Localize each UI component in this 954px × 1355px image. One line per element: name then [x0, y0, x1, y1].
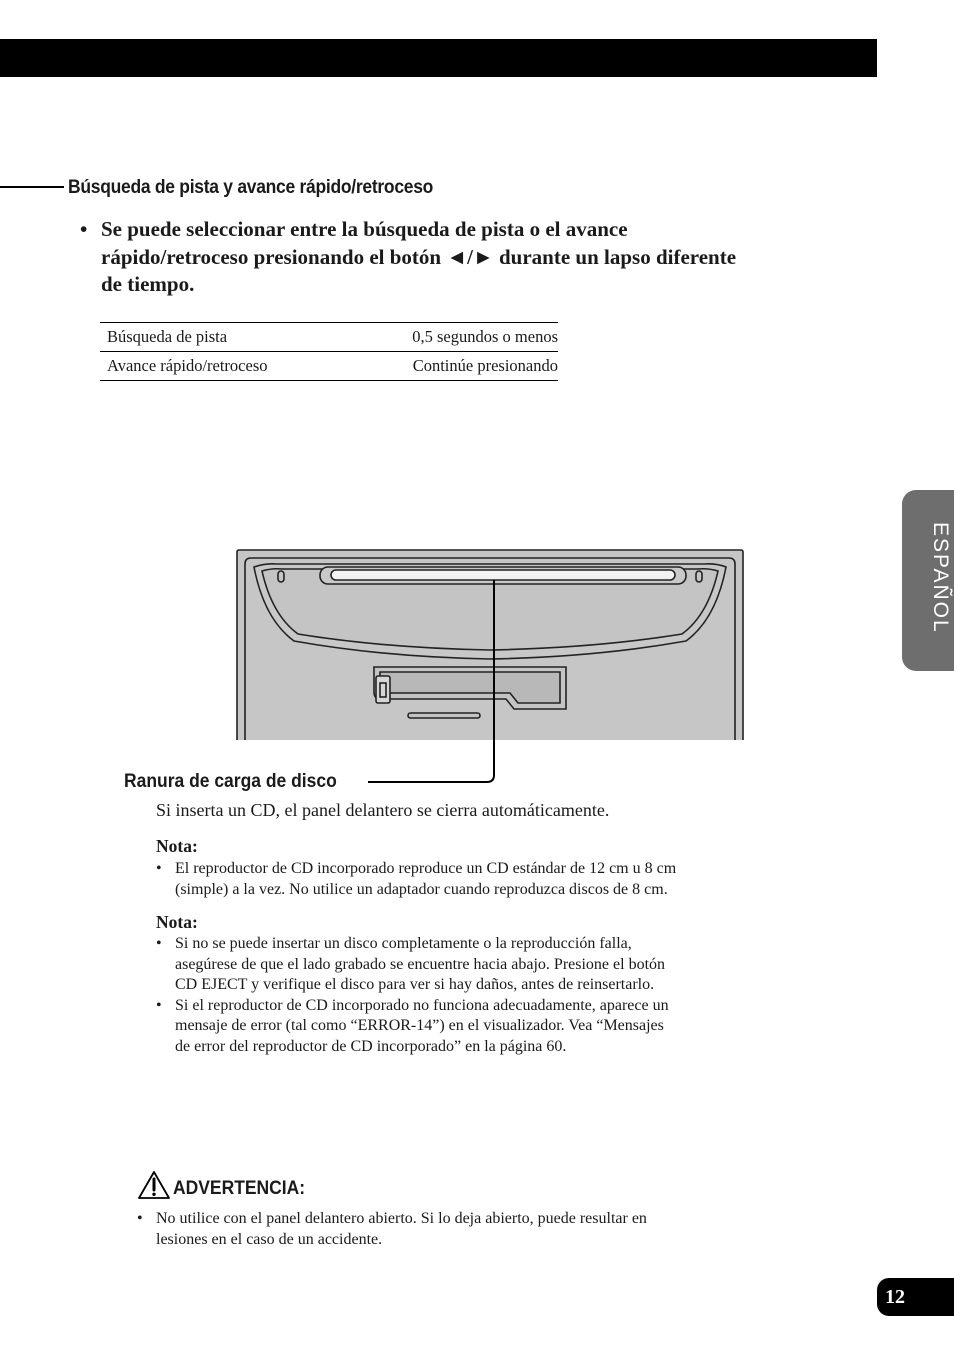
note-line: CD EJECT y verifique el disco para ver si hay daños, antes de reinsertarlo.	[175, 976, 655, 993]
front-panel	[237, 550, 743, 740]
table-cell-duration: Continúe presionando	[345, 352, 558, 381]
bullet-dot: •	[137, 1210, 143, 1227]
warning-item	[137, 1209, 737, 1250]
note-item	[156, 996, 756, 1058]
note-line: de error del reproductor de CD incorporado” en la página 60.	[175, 1037, 567, 1055]
warning-line: lesiones en el caso de un accidente.	[156, 1230, 383, 1248]
note-title: Nota:	[156, 836, 198, 856]
cd-panel-illustration	[236, 549, 744, 789]
warning-title: ADVERTENCIA:	[173, 1178, 306, 1199]
note-line: El reproductor de CD incorporado reproduce un CD estándar de 12 cm u 8 cm	[175, 860, 677, 877]
note-line: (simple) a la vez. No utilice un adaptador cuando reproduzca discos de 8 cm.	[175, 880, 668, 898]
table-row	[100, 352, 558, 381]
warning-icon	[137, 1170, 171, 1200]
intro-line: rápido/retroceso presionando el botón ◄/► durante un lapso diferente	[101, 244, 737, 269]
language-tab-label: ESPAÑOL	[929, 522, 952, 634]
bullet-dot: •	[80, 217, 88, 241]
warning-line: No utilice con el panel delantero abierto. Si lo deja abierto, puede resultar en	[156, 1210, 647, 1227]
page-number: 12	[877, 1278, 954, 1316]
intro-bullet-text	[101, 216, 801, 299]
disc-slot-label: Ranura de carga de disco	[124, 771, 337, 792]
table-cell-duration: 0,5 segundos o menos	[345, 323, 558, 352]
language-tab	[902, 490, 954, 671]
note-line: Si no se puede insertar un disco completamente o la reproducción falla,	[175, 935, 632, 952]
note-item	[156, 859, 756, 900]
bullet-dot: •	[156, 996, 162, 1014]
note-line: mensaje de error (tal como “ERROR-14”) en el visualizador. Vea “Mensajes	[175, 1017, 664, 1034]
search-mode-table	[100, 322, 558, 381]
table-cell-action: Búsqueda de pista	[100, 323, 345, 352]
note-line: asegúrese de que el lado grabado se encuentre hacia abajo. Presione el botón	[175, 955, 666, 973]
table-cell-action: Avance rápido/retroceso	[100, 352, 345, 381]
table-row	[100, 323, 558, 352]
intro-line: de tiempo.	[101, 272, 195, 296]
section-rule	[0, 186, 64, 188]
section-heading: Búsqueda de pista y avance rápido/retroceso	[68, 177, 434, 198]
note-line: Si el reproductor de CD incorporado no funciona adecuadamente, aparece un	[175, 996, 669, 1014]
bullet-dot: •	[156, 935, 162, 952]
disc-slot-description: Si inserta un CD, el panel delantero se cierra automáticamente.	[156, 800, 610, 820]
intro-line: Se puede seleccionar entre la búsqueda de pista o el avance	[101, 217, 628, 241]
note-list	[156, 859, 756, 900]
note-title: Nota:	[156, 912, 198, 932]
warning-list	[137, 1209, 737, 1250]
header-bar	[0, 39, 877, 77]
note-list	[156, 934, 756, 1057]
note-item	[156, 934, 756, 996]
bullet-dot: •	[156, 860, 162, 877]
